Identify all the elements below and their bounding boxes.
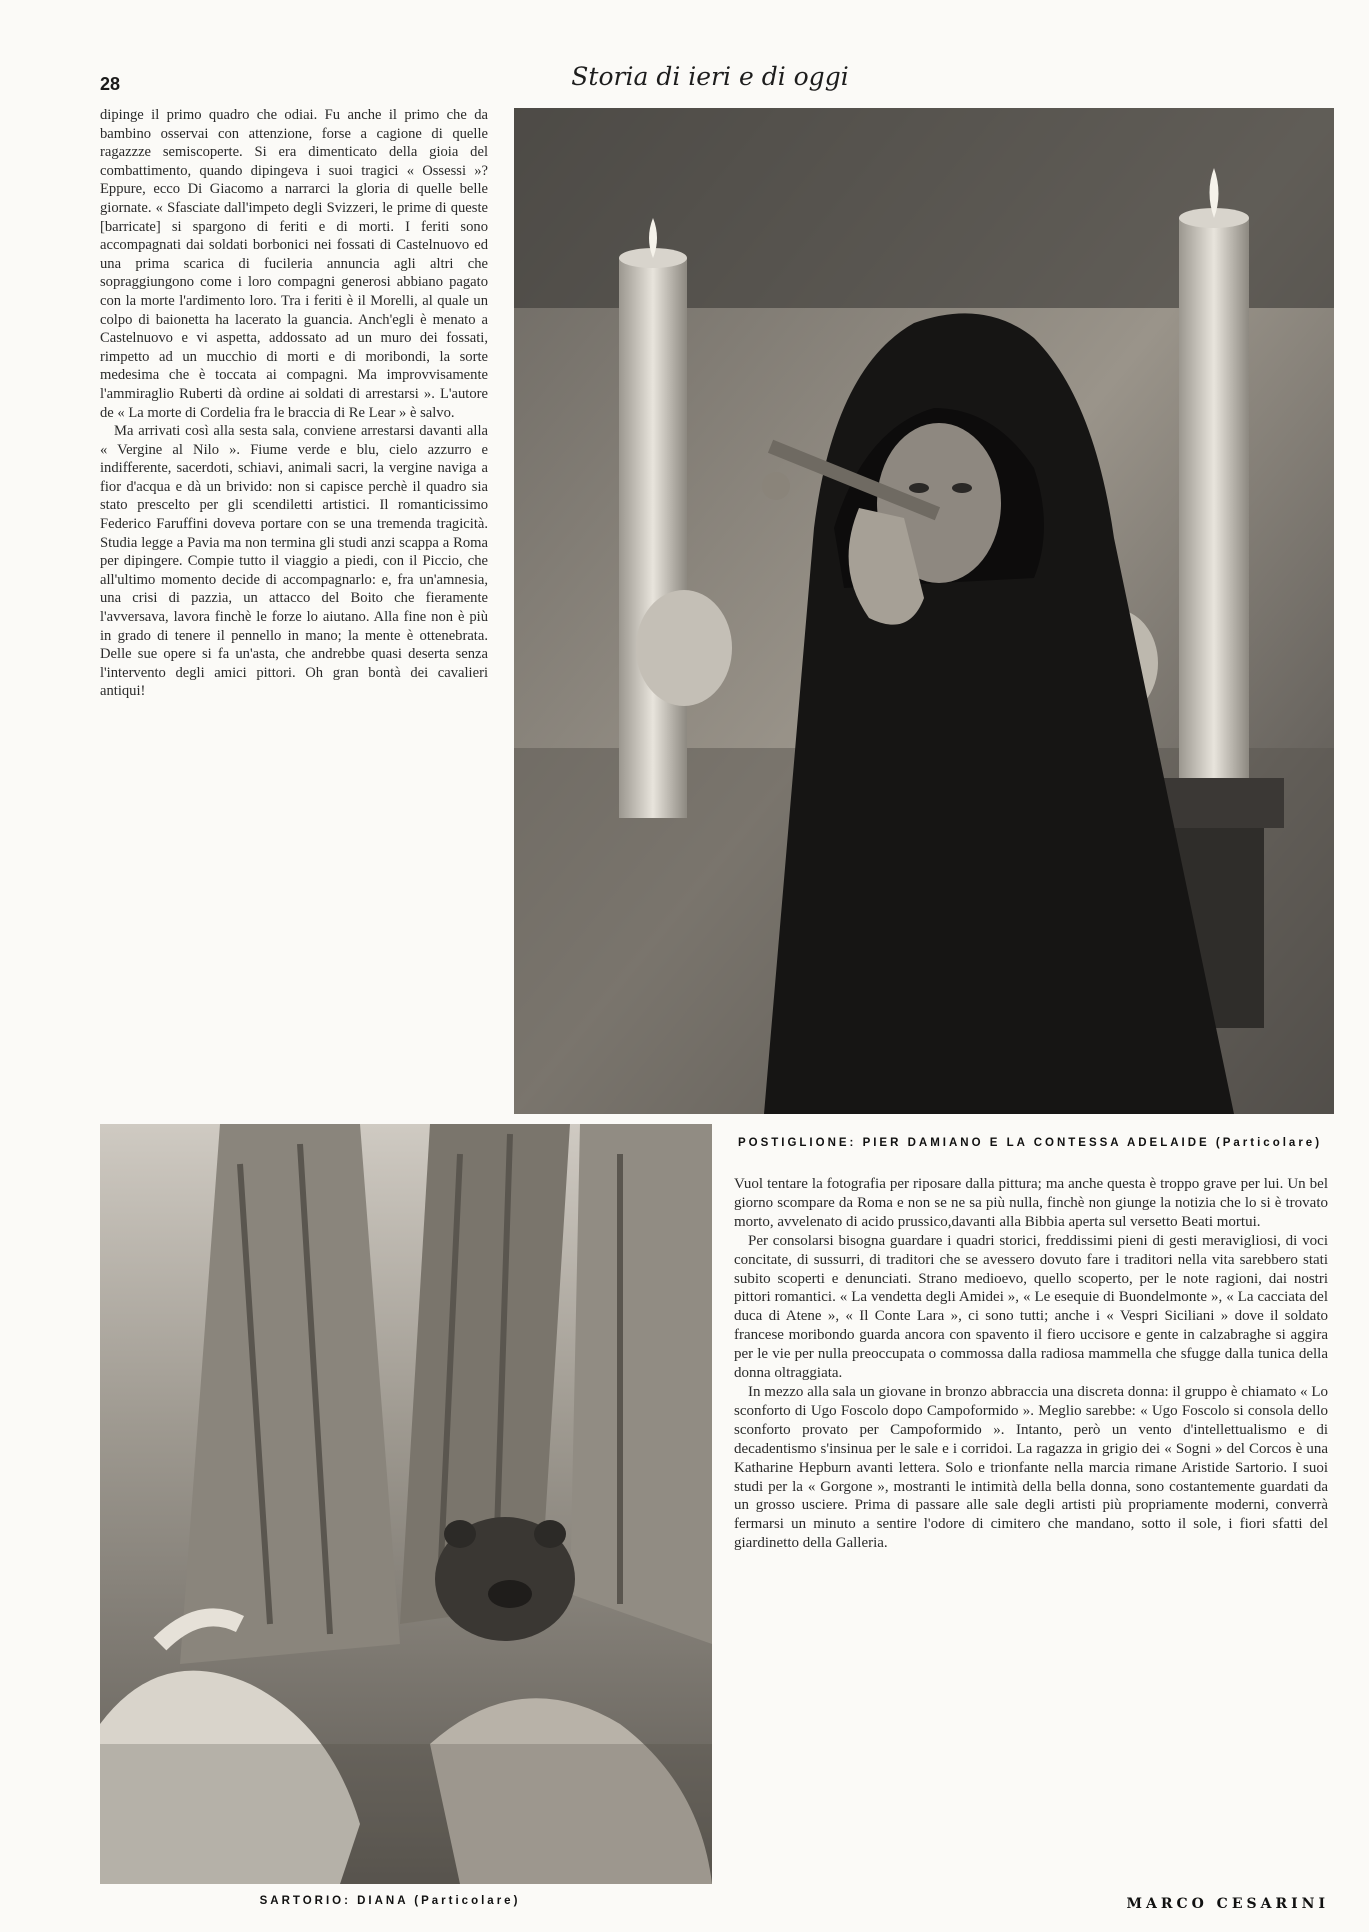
right-paragraph-1: Vuol tentare la fotografia per riposare dalla pittura; ma anche questa è troppo grave per lui. Un bel giorno scompare da Roma e non se ne sa più nulla, finchè non giunge la notizia che lo si è trovato morto, avvelenato di acido prussico,davanti alla Bibbia aperta sul versetto Beati mortui. — [734, 1176, 1328, 1230]
bottom-photo-caption: SARTORIO: DIANA (Particolare) — [259, 1895, 521, 1907]
top-photo-caption: POSTIGLIONE: PIER DAMIANO E LA CONTESSA ADELAIDE (Particolare) — [737, 1137, 1323, 1149]
running-title: Storia di ieri e di oggi — [571, 62, 849, 91]
right-paragraph-2: Per consolarsi bisogna guardare i quadri storici, freddissimi pieni di gesti meravigliosi, di voci concitate, di sussurri, di traditori che se avessero dovuto fare i traditori nella vita sarebbero stati subito scoperti e denunciati. Strano medioevo, quello scoperto, per le note ragioni, dai nostri pittori romantici. « La vendetta degli Amidei », « Le esequie di Buondelmonte », « La cacciata del duca di Atene », « Il Conte Lara », ci sono tutti; anche i « Vespri Siciliani » dove il soldato francese moribondo guarda ancora con spavento il fiero uccisore e gente in calzabraghe si aggira per le vie per nulla preoccupata o commossa dalla radiosa mammella che sfugge dalla tunica della donna oltraggiata. — [734, 1232, 1328, 1382]
author-byline: MARCO CESARINI — [1126, 1896, 1329, 1912]
left-text-column — [100, 106, 488, 701]
page-number: 28 — [100, 74, 121, 94]
painting-photo-diana — [100, 1124, 712, 1884]
left-paragraph-2: Ma arrivati così alla sesta sala, conviene arrestarsi davanti alla « Vergine al Nilo ». Fiume verde e blu, cielo azzurro e indifferente, sacerdoti, schiavi, animali sacri, la vergine naviga a fior d'acqua e dà un brivido: non si capisce perchè il quadro sia stato prescelto per gli scendiletti artistici. Il romanticissimo Federico Faruffini doveva portare con se una tremenda tragicità. Studia legge a Pavia ma non termina gli studi anzi scappa a Roma per dipingere. Compie tutto il viaggio a piedi, con il Piccio, che all'ultimo momento decide di accompagnarlo: e, fra un'amnesia, una crisi di pazzia, un attacco del Boito che fieramente l'avversava, lavora finchè le forze lo aiutano. Alla fine non è più in grado di tenere il pennello in mano; la mente è ottenebrata. Delle sue opere si fa un'asta, che andrebbe quasi deserta senza l'intervento degli amici pittori. Oh gran bontà dei cavalieri antiqui! — [100, 423, 488, 700]
diana-illustration — [100, 1124, 712, 1884]
left-paragraph-1: dipinge il primo quadro che odiai. Fu anche il primo che da bambino osservai con attenzione, forse a cagione di quelle ragazzze semiscoperte. Si era dimenticato della gioia del combattimento, quando dipingeva i suoi tragici « Ossessi »? Eppure, ecco Di Giacomo a narrarci la gloria di quelle belle giornate. « Sfasciate dall'impeto degli Svizzeri, le prime di queste [barricate] si spargono di feriti e di morti. I feriti sono accompagnati dai soldati borbonici nei fossati di Castelnuovo ed una prima scarica di fucileria annuncia agli altri che sopraggiungono come i loro compagni generosi abbiano pagato con la morte l'ardimento loro. Tra i feriti è il Morelli, al quale un colpo di baionetta ha lacerato la guancia. Anch'egli è menato a Castelnuovo e vi aspetta, addossato ad un muro dei fossati, rimpetto ad un mucchio di morti e di moribondi, la sorte medesima che è toccata ai compagni. Ma improvvisamente l'ammiraglio Ruberti dà ordine ai soldati di arrestarsi ». L'autore de « La morte di Cordelia fra le braccia di Re Lear » è salvo. — [100, 107, 488, 421]
right-text-column — [734, 1175, 1328, 1553]
hooded-figure-illustration — [514, 108, 1334, 1114]
painting-photo-pier-damiano — [514, 108, 1334, 1114]
right-paragraph-3: In mezzo alla sala un giovane in bronzo abbraccia una discreta donna: il gruppo è chiamato « Lo sconforto di Ugo Foscolo dopo Campoformido ». Meglio sarebbe: « Ugo Foscolo si consola dello sconforto provato per Campoformido ». Intanto, però un vento d'intellettualismo e di decadentismo s'insinua per le sale e i corridoi. La ragazza in grigio dei « Sogni » del Corcos è una Katharine Hepburn avanti lettera. Solo e trionfante nella marcia rimane Aristide Sartorio. I suoi studi per la « Gorgone », mostranti le intimità della bella donna, sono costantemente guardati da un grosso usciere. Prima di passare alle sale degli artisti più propriamente moderni, converrà fermarsi un minuto a sentire l'odore di cimitero che mandano, sotto il sole, i fiori sfatti del giardinetto della Galleria. — [734, 1383, 1328, 1552]
